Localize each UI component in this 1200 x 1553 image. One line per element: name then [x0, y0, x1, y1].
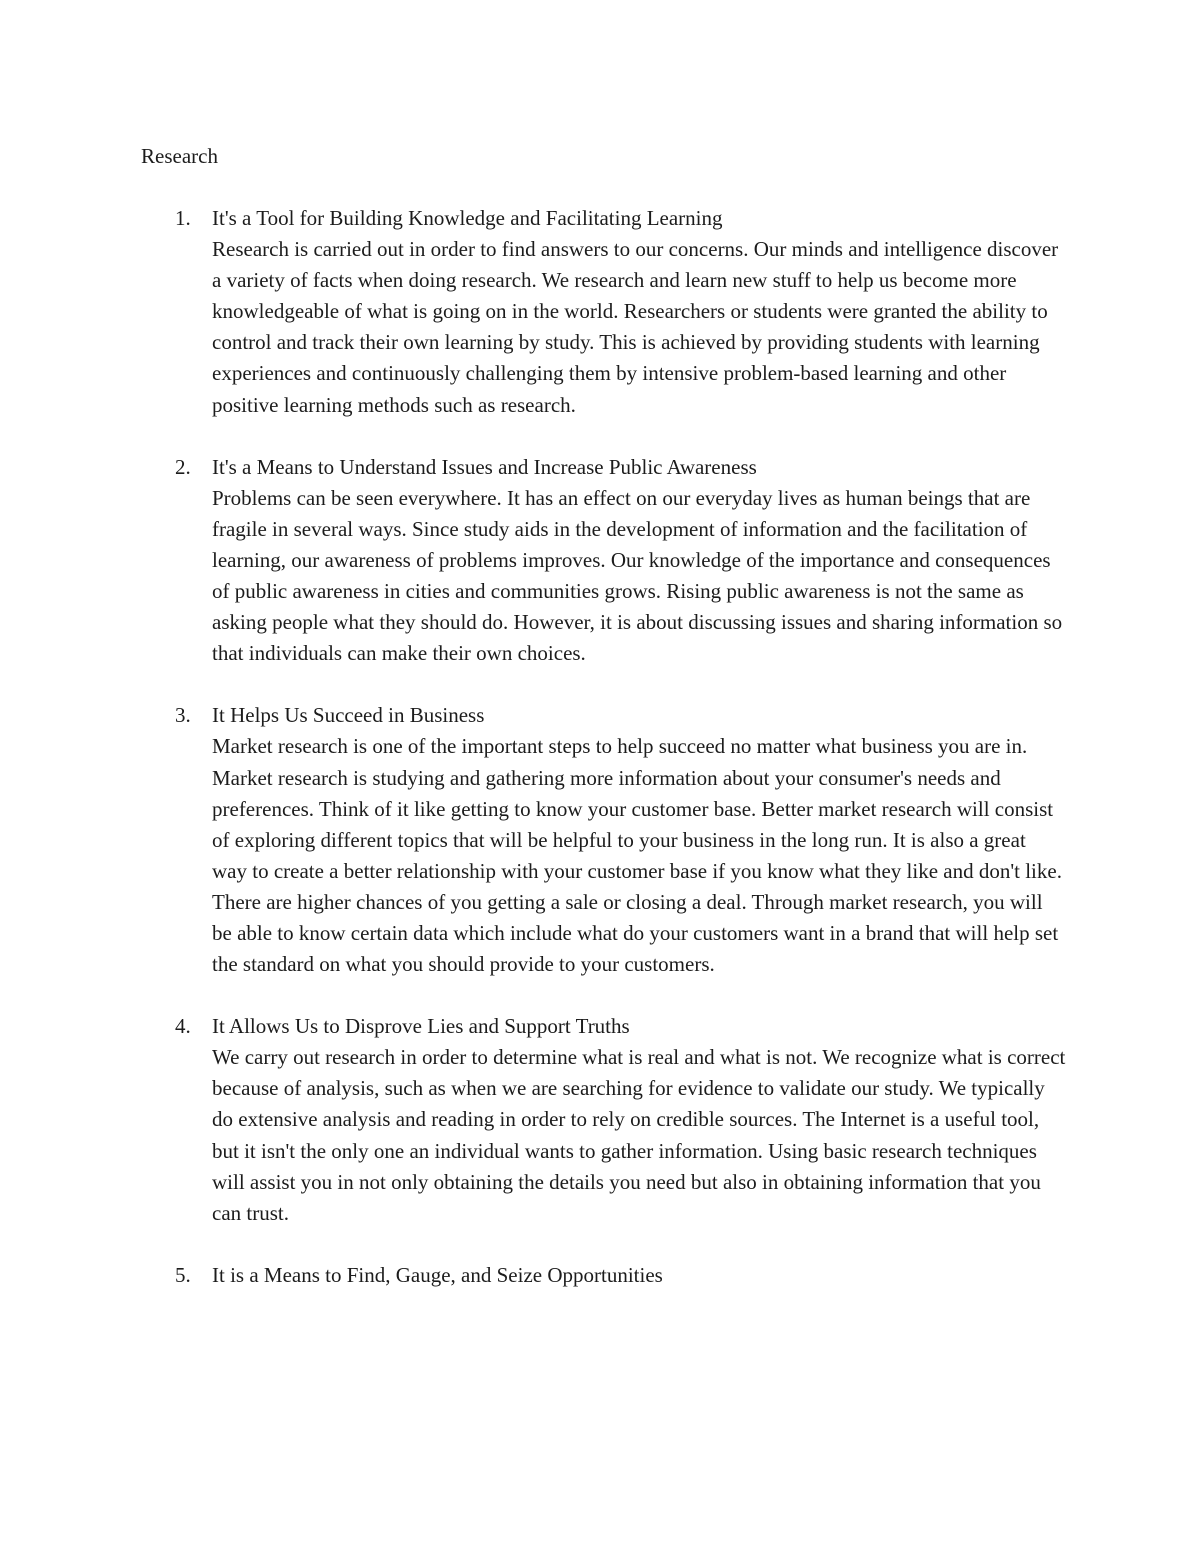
item-heading: It's a Tool for Building Knowledge and Facilitating Learning [212, 206, 723, 230]
list-item [141, 203, 1066, 421]
item-number: 5. [175, 1262, 191, 1287]
numbered-list [141, 203, 1066, 1322]
item-body: Problems can be seen everywhere. It has an effect on our everyday lives as human beings that are fragile in several ways. Since study aids in the development of information and the facilitation of learning, our awareness of problems improves. Our knowledge of the importance and consequences of public awareness in cities and communities grows. Rising public awareness is not the same as asking people what they should do. However, it is about discussing issues and sharing information so that individuals can make their own choices. [212, 485, 1063, 666]
item-heading: It is a Means to Find, Gauge, and Seize Opportunities [212, 1262, 663, 1287]
list-item [141, 700, 1066, 980]
item-number: 4. [175, 1014, 191, 1039]
item-body: We carry out research in order to determine what is real and what is not. We recognize what is correct because of analysis, such as when we are searching for evidence to validate our study. We typically do extensive analysis and reading in order to rely on credible sources. The Internet is a useful tool, but it isn't the only one an individual wants to gather information. Using basic research techniques will assist you in not only obtaining the details you need but also in obtaining information that you can trust. [212, 1045, 1066, 1225]
item-heading: It Allows Us to Disprove Lies and Support Truths [212, 1014, 630, 1039]
list-item [141, 1011, 1066, 1229]
item-number: 1. [175, 206, 191, 230]
list-item [141, 1260, 1066, 1291]
item-number: 3. [175, 703, 191, 728]
item-body: Research is carried out in order to find answers to our concerns. Our minds and intelligence discover a variety of facts when doing research. We research and learn new stuff to help us become more knowledgeable of what is going on in the world. Researchers or students were granted the ability to control and track their own learning by study. This is achieved by providing students with learning experiences and continuously challenging them by intensive problem-based learning and other positive learning methods such as research. [212, 237, 1059, 417]
document-title: Research [141, 144, 218, 168]
item-heading: It Helps Us Succeed in Business [212, 703, 485, 728]
list-item [141, 452, 1066, 670]
item-heading: It's a Means to Understand Issues and Increase Public Awareness [212, 454, 757, 479]
item-number: 2. [175, 454, 191, 479]
item-body: Market research is one of the important steps to help succeed no matter what business you are in. Market research is studying and gathering more information about your consumer's needs and preferences. Think of it like getting to know your customer base. Better market research will consist of exploring different topics that will be helpful to your business in the long run. It is also a great way to create a better relationship with your customer base if you know what they like and don't like. There are higher chances of you getting a sale or closing a deal. Through market research, you will be able to know certain data which include what do your customers want in a brand that will help set the standard on what you should provide to your customers. [212, 734, 1062, 977]
